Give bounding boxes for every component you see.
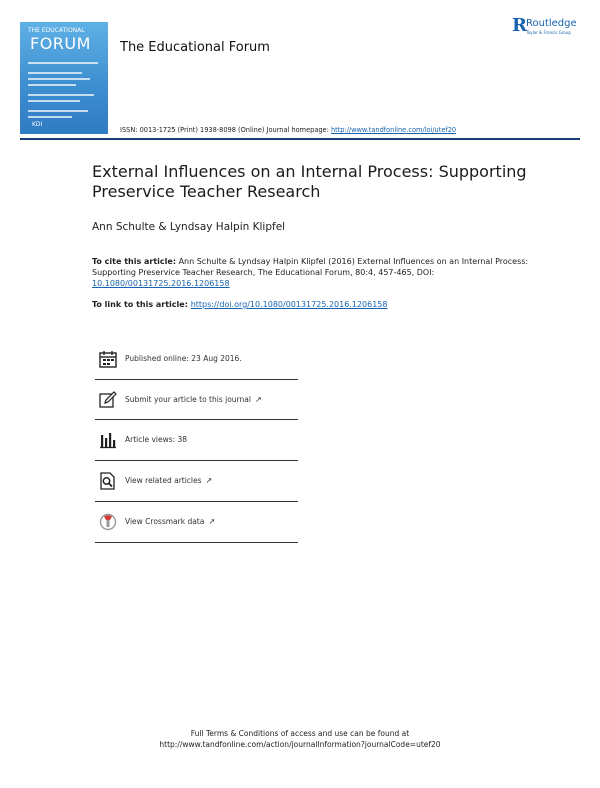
crossmark-icon [99,513,117,531]
cover-line [28,110,88,112]
article-authors: Ann Schulte & Lyndsay Halpin Klipfel [92,221,286,233]
crossmark-row[interactable] [95,503,297,539]
crossmark-label: View Crossmark data [125,517,205,526]
published-online-row [95,340,297,376]
publisher-name: Routledge [526,18,577,29]
publisher-logo[interactable] [512,16,588,38]
submit-article-label: Submit your article to this journal [125,395,251,404]
divider [95,460,298,461]
cover-line [28,72,82,74]
cover-logo-text: FORUM [30,34,91,53]
external-link-icon: ↗ [205,476,213,485]
cover-line [28,94,94,96]
article-views-label: Article views: 38 [125,435,188,444]
submit-article-link[interactable] [125,395,262,404]
crossmark-link[interactable] [125,517,215,526]
footer-terms-link[interactable]: http://www.tandfonline.com/action/journalInformation?journalCode=utef20 [159,740,441,749]
link-label: To link to this article: [92,300,191,309]
footer [0,728,600,750]
submit-article-row[interactable] [95,381,297,417]
edit-icon [99,391,117,409]
journal-cover-image [20,22,108,134]
calendar-icon [99,350,117,368]
divider [95,542,298,543]
search-document-icon [99,472,117,490]
routledge-r-icon: R [512,15,527,36]
divider [95,379,298,380]
publisher-tagline: Taylor & Francis Group [526,30,571,35]
footer-terms-text: Full Terms & Conditions of access and use can be found at [190,729,410,738]
issn-line [120,126,456,134]
external-link-icon: ↗ [208,517,216,526]
cover-line [28,116,72,118]
journal-homepage-link[interactable]: http://www.tandfonline.com/loi/utef20 [330,126,457,134]
cover-line [28,100,80,102]
cover-line [28,62,98,64]
doi-link[interactable]: 10.1080/00131725.2016.1206158 [92,279,230,288]
citation-text: Ann Schulte & Lyndsay Halpin Klipfel (2016) External Influences on an Internal Process: Supporting Preservice Teacher Research, The Educational Forum, 80:4, 457-465, DOI: [92,257,529,277]
header-rule [20,138,580,140]
cover-top-caption: THE EDUCATIONAL [28,27,85,34]
divider [95,419,298,420]
citation-block [92,256,532,289]
divider [95,501,298,502]
published-online-label: Published online: 23 Aug 2016. [125,354,242,363]
related-articles-link[interactable] [125,476,212,485]
related-articles-row[interactable] [95,462,297,498]
link-line [92,299,388,310]
article-title: External Influences on an Internal Process: Supporting Preservice Teacher Research [92,162,527,201]
article-views-row [95,421,297,457]
cover-line [28,78,90,80]
external-link-icon: ↗ [254,395,262,404]
article-url-link[interactable]: https://doi.org/10.1080/00131725.2016.1206158 [190,300,388,309]
journal-title: The Educational Forum [120,40,270,55]
citation-label: To cite this article: [92,257,177,266]
related-articles-label: View related articles [125,476,202,485]
cover-publisher-mark: KDI [32,121,43,128]
cover-line [28,84,76,86]
bar-chart-icon [99,431,117,449]
issn-text: ISSN: 0013-1725 (Print) 1938-8098 (Online) Journal homepage: [120,126,331,134]
